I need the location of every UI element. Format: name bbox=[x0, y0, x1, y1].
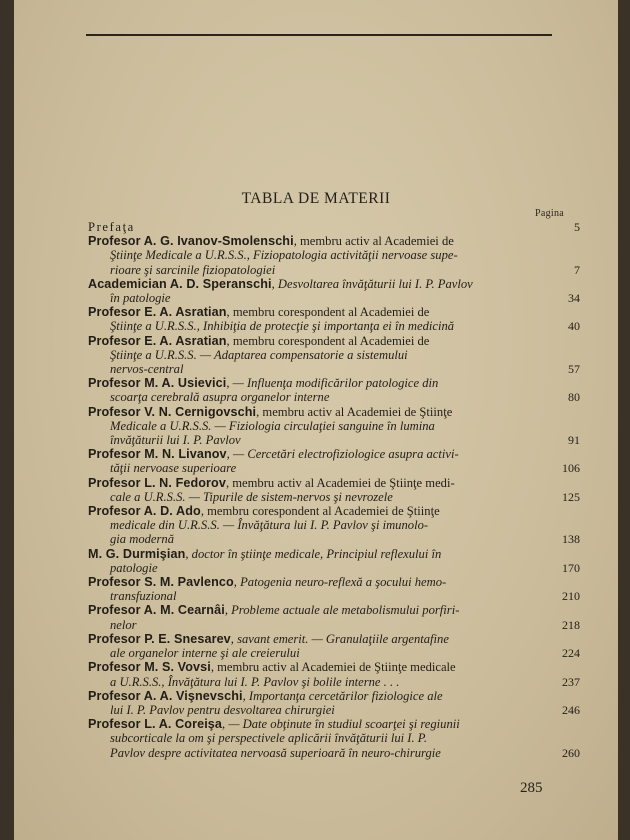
toc-entry-line bbox=[88, 547, 552, 561]
toc-entry-text: , Desvoltarea învăţăturii lui I. P. Pavlov bbox=[271, 276, 473, 291]
toc-entry-line bbox=[88, 618, 552, 632]
toc-entry bbox=[88, 575, 588, 603]
book-page bbox=[14, 0, 618, 840]
toc-entry-page: 260 bbox=[562, 745, 580, 760]
toc-entry-author: Profesor A. D. Ado bbox=[88, 504, 201, 519]
toc-entry-line bbox=[88, 447, 552, 461]
toc-entry-line bbox=[88, 632, 552, 646]
toc-entry-line bbox=[88, 589, 552, 603]
toc-entry-text: , — Cercetări electrofiziologice asupra activi- bbox=[226, 447, 459, 462]
toc-entry-page: 125 bbox=[562, 489, 580, 504]
toc-entry-line bbox=[88, 561, 552, 575]
toc-entry-text: , membru activ al Academiei de Ştiinţe bbox=[256, 404, 453, 419]
toc-entry-text: în patologie bbox=[110, 291, 171, 306]
toc-entry-line bbox=[88, 703, 552, 717]
toc-entry-line bbox=[88, 518, 552, 532]
toc-entry-line bbox=[88, 646, 552, 660]
toc-entry-text: , membru activ al Academiei de Ştiinţe medi- bbox=[225, 475, 455, 490]
toc-entry-line bbox=[88, 490, 552, 504]
toc-entry bbox=[88, 504, 588, 547]
toc-entry-line bbox=[88, 717, 552, 731]
toc-entry-text: învăţăturii lui I. P. Pavlov bbox=[110, 433, 241, 448]
toc-entry-text: gia modernă bbox=[110, 532, 175, 547]
toc-entry-text: , membru activ al Academiei de bbox=[293, 234, 454, 249]
toc-entry bbox=[88, 405, 588, 448]
page-title: TABLA DE MATERII bbox=[241, 190, 391, 207]
toc-entry-line bbox=[88, 305, 552, 319]
toc-entry-line bbox=[88, 376, 552, 390]
toc-entry-text: a U.R.S.S., Învăţătura lui I. P. Pavlov şi bolile interne . . . bbox=[110, 674, 400, 689]
toc-entry bbox=[88, 334, 588, 377]
toc-entry-author: Profesor S. M. Pavlenco bbox=[88, 575, 234, 590]
toc-entry-line bbox=[88, 277, 552, 291]
toc-entry-line bbox=[88, 390, 552, 404]
toc-entry-author: Academician A. D. Speranschi bbox=[88, 276, 272, 291]
toc-entry-text: Prefaţa bbox=[88, 220, 135, 234]
toc-entry-page: 91 bbox=[568, 433, 580, 448]
toc-entry-line bbox=[88, 291, 552, 305]
toc-entry-line bbox=[88, 362, 552, 376]
toc-entry-author: Profesor A. G. Ivanov-Smolenschi bbox=[88, 234, 294, 249]
toc-entry-author: Profesor E. A. Asratian bbox=[88, 333, 227, 348]
toc-entry-text: medicale din U.R.S.S. — Învăţătura lui I. P. Pavlov şi imunolo- bbox=[110, 518, 429, 533]
toc-entry-text: tăţii nervoase superioare bbox=[110, 461, 237, 476]
toc-entry-text: Medicale a U.R.S.S. — Fiziologia circulaţiei sanguine în lumina bbox=[110, 418, 435, 433]
toc-entry-line bbox=[88, 348, 552, 362]
toc-entry-line bbox=[88, 234, 552, 248]
toc-entry-author: Profesor P. E. Snesarev bbox=[88, 631, 231, 646]
toc-entry-line bbox=[88, 405, 552, 419]
toc-entry-text: Ştiinţe a U.R.S.S., Inhibiţia de protecţie şi importanţa ei în medicină bbox=[110, 319, 455, 334]
toc-entry-author: Profesor E. A. Asratian bbox=[88, 305, 227, 320]
toc-entry-author: Profesor L. N. Fedorov bbox=[88, 475, 226, 490]
toc-entry-text: rioare şi sarcinile fiziopatologiei bbox=[110, 262, 276, 277]
toc-entry-author: Profesor L. A. Coreişa bbox=[88, 717, 223, 732]
toc-entry-text: , membru corespondent al Academiei de bbox=[226, 333, 430, 348]
toc-entry-line bbox=[88, 248, 552, 262]
toc-entry-line bbox=[88, 220, 552, 234]
toc-entry-line bbox=[88, 319, 552, 333]
toc-entry-author: Profesor A. A. Vişnevschi bbox=[88, 688, 243, 703]
toc-entry-line bbox=[88, 660, 552, 674]
top-rule bbox=[86, 34, 552, 36]
toc-entry-page: 57 bbox=[568, 362, 580, 377]
toc-entry-text: , savant emerit. — Granulaţiile argentafine bbox=[230, 631, 449, 646]
toc-entry-text: transfuzional bbox=[110, 589, 177, 604]
toc-entry bbox=[88, 447, 588, 475]
toc-entry-author: Profesor M. N. Livanov bbox=[88, 447, 227, 462]
toc-entry-author: Profesor M. S. Vovsi bbox=[88, 660, 211, 675]
toc-entry-text: nelor bbox=[110, 617, 137, 632]
toc-entry-line bbox=[88, 689, 552, 703]
toc-entry-text: , membru corespondent al Academiei de bbox=[226, 305, 430, 320]
toc-entry-text: , membru corespondent al Academiei de Ştiinţe bbox=[200, 504, 440, 519]
toc-entry-text: , membru activ al Academiei de Ştiinţe medicale bbox=[210, 660, 456, 675]
toc-entry bbox=[88, 220, 588, 234]
toc-entry-text: nervos-central bbox=[110, 362, 184, 377]
toc-entry-line bbox=[88, 461, 552, 475]
toc-entry bbox=[88, 376, 588, 404]
toc-entry-line bbox=[88, 532, 552, 546]
toc-entry-author: Profesor A. M. Cearnâi bbox=[88, 603, 225, 618]
toc-entry-page: 106 bbox=[562, 461, 580, 476]
table-of-contents bbox=[88, 220, 588, 760]
toc-entry-page: 7 bbox=[574, 262, 580, 277]
toc-entry-page: 40 bbox=[568, 319, 580, 334]
toc-entry-page: 138 bbox=[562, 532, 580, 547]
toc-entry-text: , Patogenia neuro-reflexă a şocului hemo- bbox=[233, 575, 447, 590]
toc-entry-text: Ştiinţe a U.R.S.S. — Adaptarea compensatorie a sistemului bbox=[110, 347, 408, 362]
toc-entry-text: cale a U.R.S.S. — Tipurile de sistem-nervos şi nevrozele bbox=[110, 489, 393, 504]
toc-entry-page: 170 bbox=[562, 560, 580, 575]
toc-entry bbox=[88, 660, 588, 688]
toc-entry-line bbox=[88, 263, 552, 277]
toc-entry-line bbox=[88, 504, 552, 518]
toc-entry-text: ale organelor interne şi ale creierului bbox=[110, 646, 300, 661]
toc-entry-page: 246 bbox=[562, 702, 580, 717]
toc-entry-line bbox=[88, 476, 552, 490]
toc-entry-author: Profesor M. A. Usievici bbox=[88, 376, 227, 391]
toc-entry-text: , — Date obţinute în studiul scoarţei şi regiunii bbox=[222, 717, 460, 732]
page-number: 285 bbox=[520, 780, 543, 796]
toc-entry-text: , — Influenţa modificărilor patologice din bbox=[226, 376, 439, 391]
toc-entry-text: scoarţa cerebrală asupra organelor interne bbox=[110, 390, 330, 405]
toc-entry-text: , Probleme actuale ale metabolismului porfiri- bbox=[224, 603, 460, 618]
toc-entry-text: , doctor în ştiinţe medicale, Principiul reflexului în bbox=[185, 546, 442, 561]
toc-entry-text: subcorticale la om şi perspectivele aplicării învăţăturii lui I. P. bbox=[110, 731, 428, 746]
toc-entry-line bbox=[88, 433, 552, 447]
toc-entry-text: Ştiinţe Medicale a U.R.S.S., Fiziopatologia activităţii nervoase supe- bbox=[110, 248, 458, 263]
toc-entry-page: 80 bbox=[568, 390, 580, 405]
toc-entry bbox=[88, 717, 588, 760]
toc-entry bbox=[88, 547, 588, 575]
toc-entry bbox=[88, 277, 588, 305]
toc-entry-page: 34 bbox=[568, 291, 580, 306]
toc-entry-line bbox=[88, 731, 552, 745]
toc-entry-author: M. G. Durmişian bbox=[88, 546, 186, 561]
toc-entry bbox=[88, 632, 588, 660]
toc-entry bbox=[88, 689, 588, 717]
toc-entry-page: 5 bbox=[574, 220, 580, 234]
toc-entry-line bbox=[88, 575, 552, 589]
toc-entry-text: Pavlov despre activitatea nervoasă superioară în neuro-chirurgie bbox=[110, 745, 441, 760]
page-column-label: Pagina bbox=[534, 208, 564, 219]
toc-entry-text: , Importanţa cercetărilor fiziologice ale bbox=[242, 688, 443, 703]
toc-entry-line bbox=[88, 675, 552, 689]
toc-entry-page: 237 bbox=[562, 674, 580, 689]
toc-entry bbox=[88, 305, 588, 333]
toc-entry-line bbox=[88, 603, 552, 617]
toc-entry bbox=[88, 603, 588, 631]
toc-entry-text: patologie bbox=[110, 560, 158, 575]
toc-entry bbox=[88, 476, 588, 504]
toc-entry bbox=[88, 234, 588, 277]
toc-entry-page: 218 bbox=[562, 617, 580, 632]
toc-entry-text: lui I. P. Pavlov pentru desvoltarea chirurgiei bbox=[110, 702, 335, 717]
toc-entry-line bbox=[88, 746, 552, 760]
toc-entry-page: 224 bbox=[562, 646, 580, 661]
toc-entry-line bbox=[88, 419, 552, 433]
toc-entry-author: Profesor V. N. Cernigovschi bbox=[88, 404, 257, 419]
toc-entry-page: 210 bbox=[562, 589, 580, 604]
toc-entry-line bbox=[88, 334, 552, 348]
